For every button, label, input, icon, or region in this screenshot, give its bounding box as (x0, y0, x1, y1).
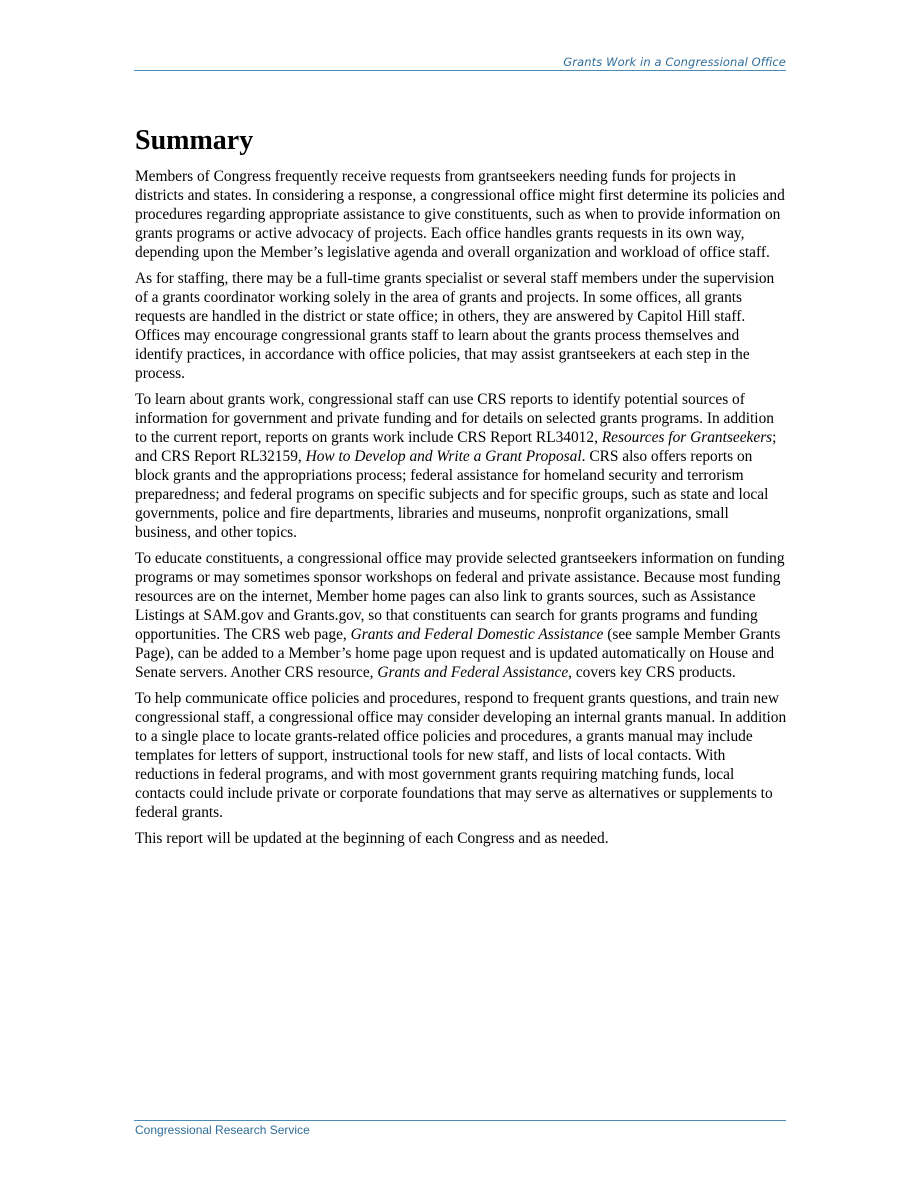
paragraph-text: . CRS also offers reports on block grants and the appropriations process; federal assistance for homeland security and terrorism preparedness; and federal programs on specific subjects and for specific groups, such as state and local governments, police and fire departments, libraries and museums, nonprofit organizations, small business, and other topics. (135, 448, 769, 541)
paragraph-text: To educate constituents, a congressional office may provide selected grantseekers information on funding programs or may sometimes sponsor workshops on federal and private assistance. Because most funding resources are on the internet, Member home pages can also link to grants sources, such as Assistance Listings at SAM.gov and Grants.gov, so that constituents can search for grants programs and funding opportunities. The CRS web page, (135, 550, 785, 643)
running-header-title: Grants Work in a Congressional Office (563, 55, 786, 69)
running-header (134, 54, 786, 71)
main-content (135, 123, 787, 855)
paragraph-text: ; and CRS Report RL32159, (135, 429, 777, 465)
report-title-resources-for-grantseekers: Resources for Grantseekers (601, 429, 773, 446)
running-footer (134, 1120, 786, 1137)
summary-paragraph-2: As for staffing, there may be a full-time grants specialist or several staff members under the supervision of a grants coordinator working solely in the area of grants and projects. In some offices, all grants requests are handled in the district or state office; in others, they are answered by Capitol Hill staff. Offices may encourage congressional grants staff to learn about the grants process themselves and identify practices, in accordance with office policies, that may assist grantseekers at each step in the process. (135, 270, 775, 382)
paragraph-text: To learn about grants work, congressional staff can use CRS reports to identify potential sources of information for government and private funding and for details on selected grants programs. In addition to the current report, reports on grants work include CRS Report RL34012, (135, 391, 774, 446)
resource-title-grants-and-federal-assistance: Grants and Federal Assistance (377, 664, 569, 681)
summary-paragraph-6: This report will be updated at the beginning of each Congress and as needed. (135, 830, 609, 847)
page-title: Summary (135, 125, 254, 156)
report-title-how-to-develop-grant-proposal: How to Develop and Write a Grant Proposal (305, 448, 582, 465)
summary-paragraph-1: Members of Congress frequently receive requests from grantseekers needing funds for projects in districts and states. In considering a response, a congressional office might first determine its policies and procedures regarding appropriate assistance to give constituents, such as when to provide information on grants programs or active advocacy of projects. Each office handles grants requests in its own way, depending upon the Member’s legislative agenda and overall organization and workload of office staff. (135, 168, 785, 261)
resource-title-grants-and-federal-domestic-assistance: Grants and Federal Domestic Assistance (350, 626, 604, 643)
paragraph-text: , covers key CRS products. (568, 664, 736, 681)
paragraph-text: (see sample Member Grants Page), can be added to a Member’s home page upon request and is updated automatically on House and Senate servers. Another CRS resource, (135, 626, 781, 681)
summary-paragraph-3 (135, 390, 787, 542)
summary-paragraph-5: To help communicate office policies and procedures, respond to frequent grants questions, and train new congressional staff, a congressional office may consider developing an internal grants manual. In addition to a single place to locate grants-related office policies and procedures, a grants manual may include templates for letters of support, instructional tools for new staff, and lists of local contacts. With reductions in federal programs, and with most government grants requiring matching funds, local contacts could include private or corporate foundations that may serve as alternatives or supplements to federal grants. (135, 690, 787, 821)
footer-organization: Congressional Research Service (135, 1123, 310, 1137)
summary-paragraph-4 (135, 549, 787, 682)
